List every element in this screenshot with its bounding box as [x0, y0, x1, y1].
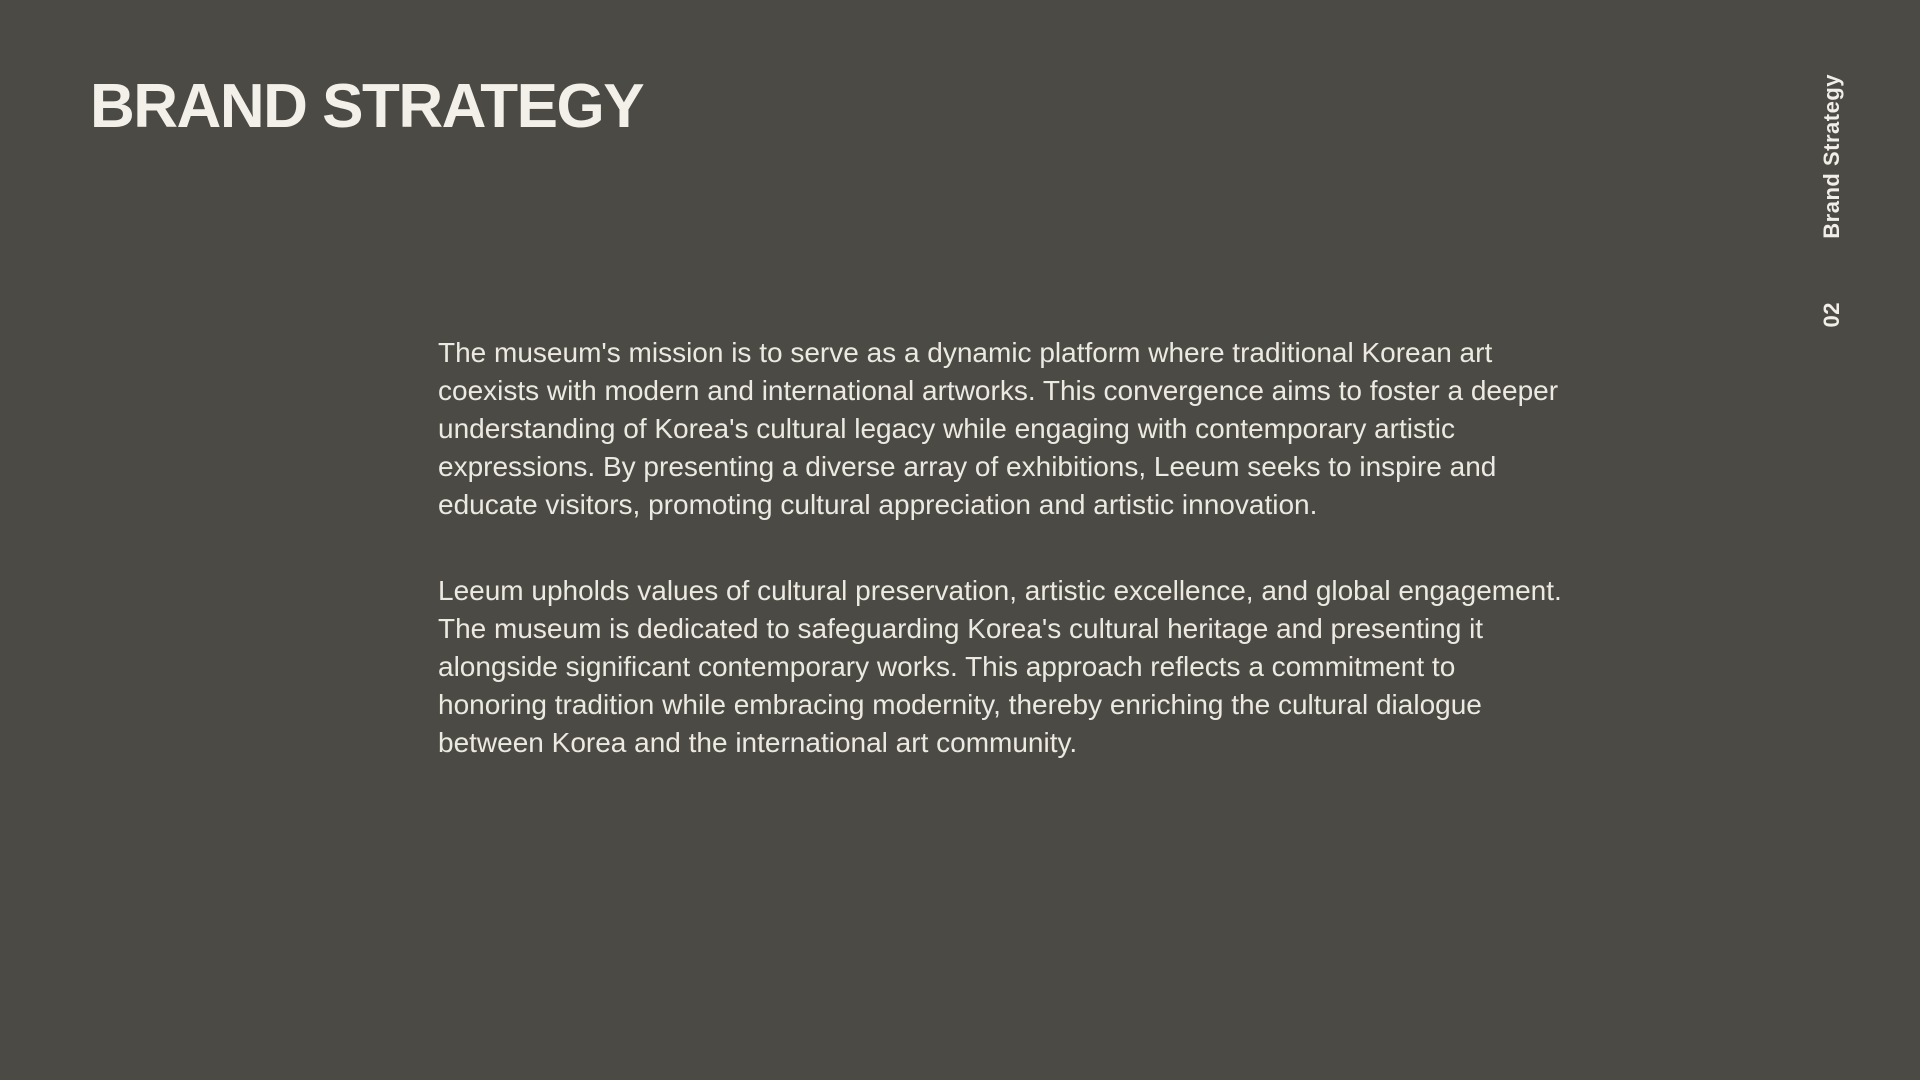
values-paragraph: Leeum upholds values of cultural preservation, artistic excellence, and global engagement. The museum is dedicated to safeguarding Korea's cultural heritage and presenting it alongside significant contemporary works. This approach reflects a commitment to honoring tradition while embracing modernity, thereby enriching the cultural dialogue between Korea and the international art community. — [438, 575, 1562, 758]
side-page-number: 02 — [1819, 302, 1844, 328]
mission-paragraph: The museum's mission is to serve as a dynamic platform where traditional Korean art coexists with modern and international artworks. This convergence aims to foster a deeper understanding of Korea's cultural legacy while engaging with contemporary artistic expressions. By presenting a diverse array of exhibitions, Leeum seeks to inspire and educate visitors, promoting cultural appreciation and artistic innovation. — [438, 337, 1559, 520]
page-title: BRAND STRATEGY — [90, 72, 644, 141]
body-text-block — [438, 334, 1568, 762]
side-section-label: Brand Strategy — [1819, 74, 1844, 239]
